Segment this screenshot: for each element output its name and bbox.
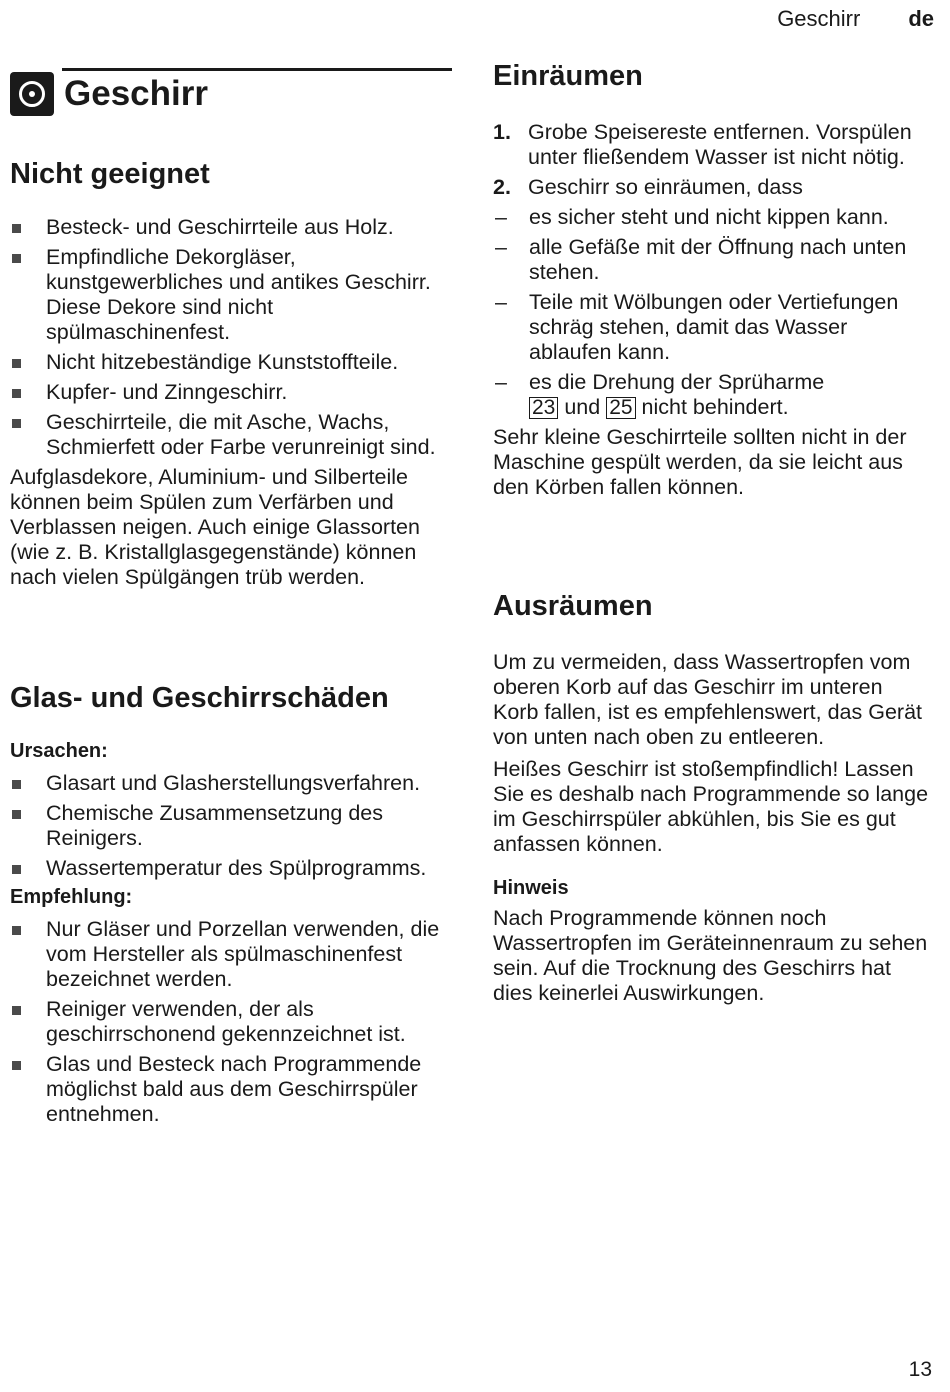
step-number: 2. (493, 175, 511, 199)
dash-marker: – (495, 205, 507, 229)
page-number: 13 (908, 1358, 932, 1381)
heading-einraeumen: Einräumen (493, 60, 643, 92)
sub-item: – es die Drehung der Sprüharme 23 und 25 nicht behindert. (495, 370, 825, 419)
nicht-geeignet-section (10, 215, 452, 590)
sub-item: – Teile mit Wölbungen oder Vertiefungen schräg stehen, damit das Wasser ablaufen kann. (495, 290, 899, 364)
step-text: Geschirr so einräumen, dass (528, 175, 803, 199)
list-item: Wassertemperatur des Spülprogramms. (10, 856, 452, 881)
ausraeumen-paragraph-2: Heißes Geschirr ist stoßempfindlich! Lassen Sie es deshalb nach Programmende so lange im Geschirrspüler abkühlen, bis Sie es gut anfassen können. (493, 757, 929, 856)
schaeden-section (10, 740, 452, 1132)
list-item: Chemische Zusammensetzung des Reinigers. (10, 801, 452, 851)
heading-ausraeumen: Ausräumen (493, 590, 653, 622)
hinweis-label: Hinweis (493, 877, 569, 899)
reference-number: 25 (606, 397, 635, 419)
square-bullet-icon (12, 389, 21, 398)
heading-glas-schaeden: Glas- und Geschirrschäden (10, 682, 389, 714)
dash-marker: – (495, 290, 507, 314)
ursachen-label: Ursachen: (10, 740, 108, 762)
step-text: Grobe Speisereste entfernen. Vorspülen unter fließendem Wasser ist nicht nötig. (528, 120, 912, 169)
nicht-geeignet-list (10, 215, 452, 460)
list-item: Empfindliche Dekorgläser, kunstgewerbliches und antikes Geschirr. Diese Dekore sind nicht spülmaschinenfest. (10, 245, 452, 345)
dash-marker: – (495, 370, 507, 394)
einraeumen-section (493, 120, 933, 500)
list-item: Nur Gläser und Porzellan verwenden, die vom Hersteller als spülmaschinenfest bezeichnet werden. (10, 917, 452, 992)
list-item: Glasart und Glasherstellungsverfahren. (10, 771, 452, 796)
sub-item: – es sicher steht und nicht kippen kann. (495, 205, 889, 229)
ausraeumen-paragraph-1: Um zu vermeiden, dass Wassertropfen vom oberen Korb auf das Geschirr im unteren Korb fallen, ist es empfehlenswert, das Gerät von unten nach oben zu entleeren. (493, 650, 923, 749)
square-bullet-icon (12, 419, 21, 428)
heading-nicht-geeignet: Nicht geeignet (10, 158, 210, 190)
einraeumen-sublist (493, 205, 933, 420)
header-language: de (908, 6, 934, 31)
square-bullet-icon (12, 926, 21, 935)
empfehlung-list (10, 917, 452, 1127)
chapter-rule (62, 68, 452, 71)
step-number: 1. (493, 120, 511, 144)
einraeumen-steps (493, 120, 933, 200)
ausraeumen-section (493, 650, 933, 1006)
dash-marker: – (495, 235, 507, 259)
square-bullet-icon (12, 224, 21, 233)
square-bullet-icon (12, 780, 21, 789)
square-bullet-icon (12, 810, 21, 819)
nicht-geeignet-paragraph: Aufglasdekore, Aluminium- und Silberteile können beim Spülen zum Verfärben und Verblassen neigen. Auch einige Glassorten (wie z. B. Kristallglasgegenstände) können nach vielen Spülgängen trüb werden. (10, 465, 420, 589)
square-bullet-icon (12, 359, 21, 368)
header-section: Geschirr (777, 6, 861, 31)
list-item: Kupfer- und Zinngeschirr. (10, 380, 452, 405)
list-item: Reiniger verwenden, der als geschirrschonend gekennzeichnet ist. (10, 997, 452, 1047)
reference-number: 23 (529, 397, 558, 419)
square-bullet-icon (12, 1006, 21, 1015)
einraeumen-paragraph: Sehr kleine Geschirrteile sollten nicht in der Maschine gespült werden, da sie leicht aus den Körben fallen können. (493, 425, 907, 499)
chapter-title: Geschirr (64, 74, 208, 113)
list-item: Nicht hitzebeständige Kunststoffteile. (10, 350, 452, 375)
sub-item: – alle Gefäße mit der Öffnung nach unten stehen. (495, 235, 907, 284)
square-bullet-icon (12, 865, 21, 874)
square-bullet-icon (12, 254, 21, 263)
list-item: Besteck- und Geschirrteile aus Holz. (10, 215, 452, 240)
ursachen-list (10, 771, 452, 881)
step-item (493, 120, 933, 170)
dishes-icon (10, 72, 54, 116)
list-item: Glas und Besteck nach Programmende möglichst bald aus dem Geschirrspüler entnehmen. (10, 1052, 452, 1127)
list-item: Geschirrteile, die mit Asche, Wachs, Schmierfett oder Farbe verunreinigt sind. (10, 410, 452, 460)
empfehlung-label: Empfehlung: (10, 886, 133, 908)
square-bullet-icon (12, 1061, 21, 1070)
step-item (493, 175, 933, 200)
running-header (777, 6, 934, 32)
hinweis-text: Nach Programmende können noch Wassertropfen im Geräteinnenraum zu sehen sein. Auf die Trocknung des Geschirrs hat dies keinerlei Auswirkungen. (493, 906, 928, 1005)
